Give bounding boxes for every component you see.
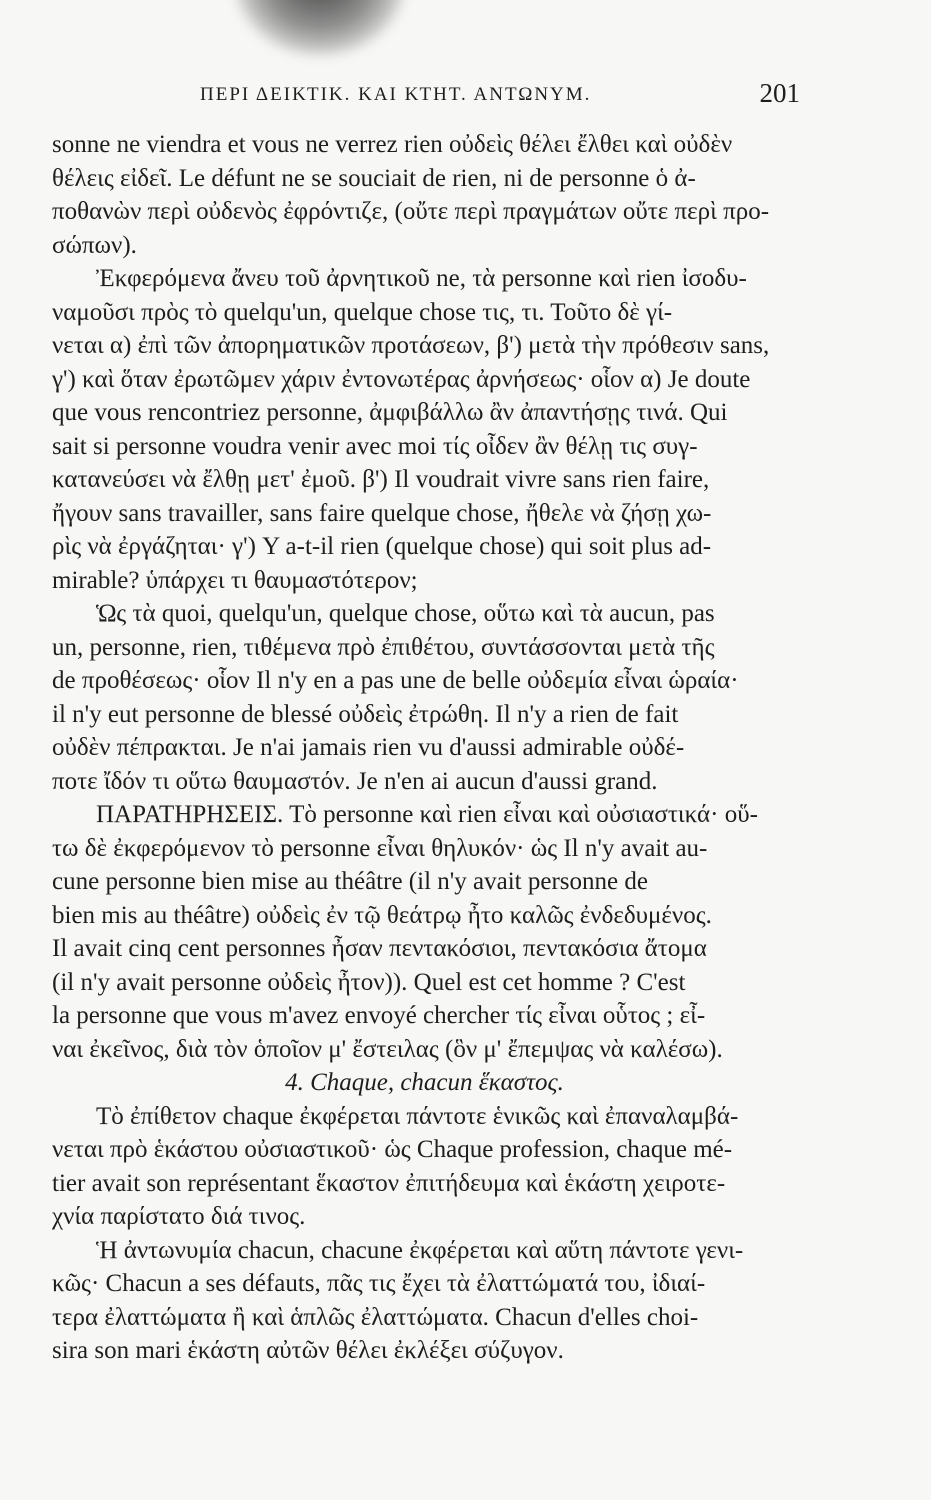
scan-smudge xyxy=(235,0,405,55)
text-line: θέλεις εἰδεῖ. Le défunt ne se souciait de rien, ni de personne ὁ ἀ- xyxy=(52,164,696,192)
running-header xyxy=(200,78,800,108)
page-number: 201 xyxy=(759,78,800,108)
text-line: Il avait cinq cent personnes ἦσαν πεντακόσιοι, πεντακόσια ἄτομα xyxy=(52,935,707,962)
text-line: κῶς· Chacun a ses défauts, πᾶς τις ἔχει τὰ ἐλαττώματά του, ἰδιαί- xyxy=(52,1270,706,1297)
text-line: τω δὲ ἐκφερόμενον τὸ personne εἶναι θηλυκόν· ὡς Il n'y avait au- xyxy=(52,834,708,862)
text-line: mirable? ὑπάρχει τι θαυμαστότερον; xyxy=(52,566,418,594)
text-line: bien mis au théâtre) οὐδεὶς ἐν τῷ θεάτρῳ ἦτο καλῶς ἐνδεδυμένος. xyxy=(52,901,712,929)
text-line: (il n'y avait personne οὐδεὶς ἦτον)). Quel est cet homme ? C'est xyxy=(52,968,686,996)
text-line: il n'y eut personne de blessé οὐδεὶς ἐτρώθη. Il n'y a rien de fait xyxy=(52,700,679,728)
text-line: ρὶς νὰ ἐργάζηται· γ') Y a-t-il rien (quelque chose) qui soit plus ad- xyxy=(52,533,712,560)
text-line: ΠΑΡΑΤΗΡΗΣΕΙΣ. Τὸ personne καὶ rien εἶναι καὶ οὐσιαστικά· οὕ- xyxy=(96,801,758,828)
text-line: sait si personne voudra venir avec moi τίς οἶδεν ἂν θέλῃ τις συγ- xyxy=(52,432,698,460)
text-line: ναι ἐκεῖνος, διὰ τὸν ὁποῖον μ' ἔστειλας (ὃν μ' ἔπεμψας νὰ καλέσω). xyxy=(52,1035,723,1063)
text-line: Ἐκφερόμενα ἄνευ τοῦ ἀρνητικοῦ ne, τὰ personne καὶ rien ἰσοδυ- xyxy=(96,265,747,292)
text-line: sira son mari ἑκάστη αὐτῶν θέλει ἐκλέξει σύζυγον. xyxy=(52,1337,564,1364)
text-line: τερα ἐλαττώματα ἢ καὶ ἁπλῶς ἐλαττώματα. Chacun d'elles choi- xyxy=(52,1303,699,1331)
text-line: νεται α) ἐπὶ τῶν ἀπορηματικῶν προτάσεων, β') μετὰ τὴν πρόθεσιν sans, xyxy=(52,332,770,359)
text-line: κατανεύσει νὰ ἔλθῃ μετ' ἐμοῦ. β') Il voudrait vivre sans rien faire, xyxy=(52,466,710,493)
text-line: Ἡ ἀντωνυμία chacun, chacune ἐκφέρεται καὶ αὕτη πάντοτε γενι- xyxy=(96,1236,744,1264)
text-line: sonne ne viendra et vous ne verrez rien οὐδεὶς θέλει ἔλθει καὶ οὐδὲν xyxy=(52,131,733,158)
page-body xyxy=(52,128,797,1368)
text-line: γ') καὶ ὅταν ἐρωτῶμεν χάριν ἐντονωτέρας ἀρνήσεως· οἷον α) Je doute xyxy=(52,365,751,393)
text-line: ποθανὼν περὶ οὐδενὸς ἐφρόντιζε, (οὔτε περὶ πραγμάτων οὔτε περὶ προ- xyxy=(52,198,770,225)
text-line: νεται πρὸ ἑκάστου οὐσιαστικοῦ· ὡς Chaque profession, chaque mé- xyxy=(52,1136,733,1163)
text-line: ναμοῦσι πρὸς τὸ quelqu'un, quelque chose τις, τι. Τοῦτο δὲ γί- xyxy=(52,298,673,326)
text-line: que vous rencontriez personne, ἀμφιβάλλω ἂν ἀπαντήσῃς τινά. Qui xyxy=(52,399,728,426)
text-line: Τὸ ἐπίθετον chaque ἐκφέρεται πάντοτε ἑνικῶς καὶ ἐπαναλαμβά- xyxy=(96,1102,739,1130)
text-line: de προθέσεως· οἷον Il n'y en a pas une de belle οὐδεμία εἶναι ὡραία· xyxy=(52,667,739,694)
section-heading: 4. Chaque, chacun ἕκαστος. xyxy=(285,1069,564,1096)
text-line: la personne que vous m'avez envoyé chercher τίς εἶναι οὗτος ; εἶ- xyxy=(52,1002,706,1029)
text-line: χνία παρίστατο διά τινος. xyxy=(52,1203,306,1230)
text-line: οὐδὲν πέπρακται. Je n'ai jamais rien vu d'aussi admirable οὐδέ- xyxy=(52,734,685,761)
header-title: ΠΕΡΙ ΔΕΙΚΤΙΚ. ΚΑΙ ΚΤΗΤ. ΑΝΤΩΝΥΜ. xyxy=(200,84,592,105)
text-line: tier avait son représentant ἕκαστον ἐπιτήδευμα καὶ ἑκάστη χειροτε- xyxy=(52,1169,726,1197)
text-line: ποτε ἴδόν τι οὕτω θαυμαστόν. Je n'en ai aucun d'aussi grand. xyxy=(52,767,658,795)
text-line: Ὡς τὰ quoi, quelqu'un, quelque chose, οὕτω καὶ τὰ aucun, pas xyxy=(96,600,715,627)
text-line: ἤγουν sans travailler, sans faire quelque chose, ἤθελε νὰ ζήσῃ χω- xyxy=(52,499,712,527)
text-line: cune personne bien mise au théâtre (il n'y avait personne de xyxy=(52,868,648,895)
text-line: σώπων). xyxy=(52,231,137,259)
text-line: un, personne, rien, τιθέμενα πρὸ ἐπιθέτου, συντάσσονται μετὰ τῆς xyxy=(52,633,715,661)
